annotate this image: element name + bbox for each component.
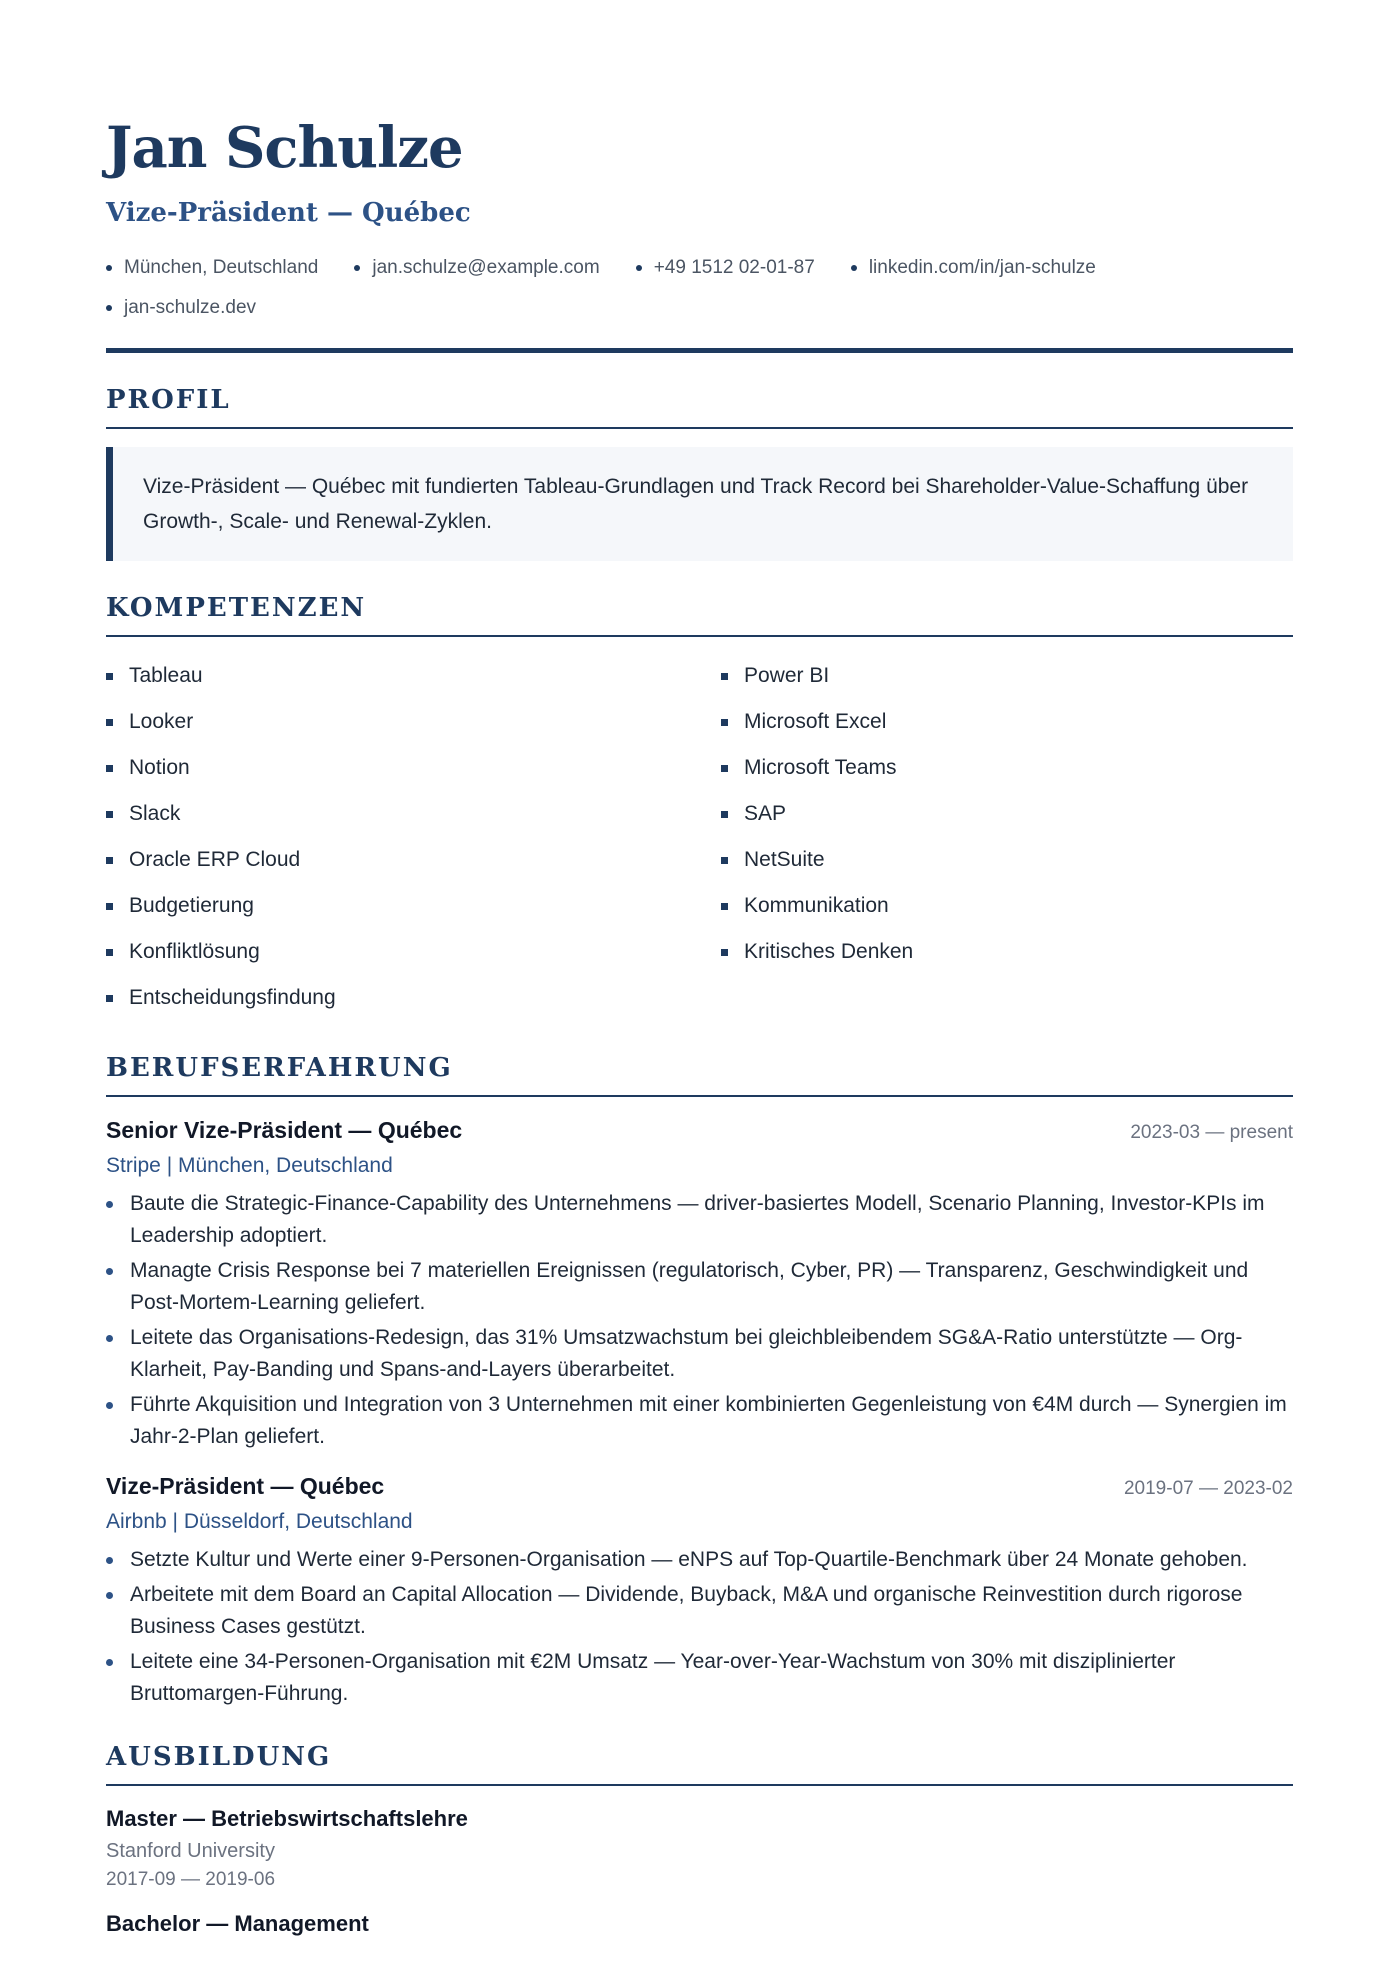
job-bullet: Baute die Strategic-Finance-Capability des Unternehmens — driver-basiertes Modell, Scenario Planning, Investor-KPIs im Leadership adoptiert. [106, 1188, 1293, 1252]
job-entry [106, 1473, 1293, 1710]
candidate-name: Jan Schulze [106, 115, 463, 181]
bullet-dot [106, 1659, 113, 1666]
contact-location: München, Deutschland [106, 248, 318, 288]
section-title-skills: KOMPETENZEN [106, 593, 1293, 637]
job-title: Senior Vize-Präsident — Québec [106, 1117, 463, 1143]
skill-item: Konfliktlösung [106, 929, 721, 975]
bullet-dot [354, 265, 360, 271]
skill-item: Entscheidungsfindung [106, 975, 721, 1021]
skill-item: SAP [721, 791, 1293, 837]
job-bullet: Managte Crisis Response bei 7 materiellen Ereignissen (regulatorisch, Cyber, PR) — Transparenz, Geschwindigkeit und Post-Mortem-Learning geliefert. [106, 1255, 1293, 1319]
skill-item: Looker [106, 699, 721, 745]
job-date: 2023-03 — present [1130, 1122, 1293, 1143]
square-bullet-icon [106, 949, 113, 956]
header-divider [106, 348, 1293, 353]
job-bullets [106, 1188, 1293, 1453]
square-bullet-icon [721, 811, 728, 818]
skill-item: Notion [106, 745, 721, 791]
education-date: 2017-09 — 2019-06 [106, 1869, 276, 1890]
skill-item: NetSuite [721, 837, 1293, 883]
bullet-dot [106, 1268, 113, 1275]
job-company: Stripe | München, Deutschland [106, 1154, 393, 1177]
square-bullet-icon [106, 673, 113, 680]
job-bullets [106, 1544, 1293, 1710]
square-bullet-icon [721, 719, 728, 726]
bullet-dot [106, 1592, 113, 1599]
section-title-education: AUSBILDUNG [106, 1742, 1293, 1786]
square-bullet-icon [721, 857, 728, 864]
bullet-dot [106, 305, 112, 311]
education-degree: Master — Betriebswirtschaftslehre [106, 1806, 468, 1831]
skill-item: Budgetierung [106, 883, 721, 929]
job-bullet: Leitete das Organisations-Redesign, das 31% Umsatzwachstum bei gleichbleibendem SG&A-Ratio unterstützte — Org-Klarheit, Pay-Banding und Spans-and-Layers überarbeitet. [106, 1322, 1293, 1386]
bullet-dot [106, 265, 112, 271]
square-bullet-icon [106, 765, 113, 772]
skill-item: Kritisches Denken [721, 929, 1293, 975]
skill-item: Microsoft Teams [721, 745, 1293, 791]
bullet-dot [851, 265, 857, 271]
square-bullet-icon [106, 903, 113, 910]
section-title-profile: PROFIL [106, 385, 1293, 429]
square-bullet-icon [106, 719, 113, 726]
contact-linkedin[interactable]: linkedin.com/in/jan-schulze [851, 248, 1096, 288]
bullet-dot [106, 1402, 113, 1409]
profile-summary: Vize-Präsident — Québec mit fundierten Tableau-Grundlagen und Track Record bei Shareholder-Value-Schaffung über Growth-, Scale- und Renewal-Zyklen. [106, 447, 1293, 561]
bullet-dot [106, 1201, 113, 1208]
skill-item: Tableau [106, 653, 721, 699]
bullet-dot [106, 1557, 113, 1564]
contact-email[interactable]: jan.schulze@example.com [354, 248, 599, 288]
skill-item: Slack [106, 791, 721, 837]
job-company: Airbnb | Düsseldorf, Deutschland [106, 1510, 413, 1533]
square-bullet-icon [106, 857, 113, 864]
job-entry [106, 1117, 1293, 1453]
resume-page [106, 115, 1293, 1937]
square-bullet-icon [721, 903, 728, 910]
job-header [106, 1117, 1293, 1144]
skill-item: Oracle ERP Cloud [106, 837, 721, 883]
job-bullet: Führte Akquisition und Integration von 3 Unternehmen mit einer kombinierten Gegenleistung von €4M durch — Synergien im Jahr-2-Plan geliefert. [106, 1389, 1293, 1453]
education-entry [106, 1911, 1293, 1937]
square-bullet-icon [721, 949, 728, 956]
skills-grid [106, 653, 1293, 1021]
skill-item: Power BI [721, 653, 1293, 699]
contact-list [106, 248, 1293, 328]
education-school: Stanford University [106, 1840, 275, 1862]
job-header [106, 1473, 1293, 1500]
skill-item: Microsoft Excel [721, 699, 1293, 745]
skill-item: Kommunikation [721, 883, 1293, 929]
bullet-dot [106, 1335, 113, 1342]
square-bullet-icon [721, 673, 728, 680]
job-bullet: Leitete eine 34-Personen-Organisation mit €2M Umsatz — Year-over-Year-Wachstum von 30% mit disziplinierter Bruttomargen-Führung. [106, 1646, 1293, 1710]
bullet-dot [636, 265, 642, 271]
job-title: Vize-Präsident — Québec [106, 1473, 385, 1499]
job-bullet: Setzte Kultur und Werte einer 9-Personen-Organisation — eNPS auf Top-Quartile-Benchmark über 24 Monate gehoben. [106, 1544, 1293, 1576]
education-entry [106, 1806, 1293, 1891]
square-bullet-icon [106, 811, 113, 818]
job-bullet: Arbeitete mit dem Board an Capital Allocation — Dividende, Buyback, M&A und organische Reinvestition durch rigorose Business Cases gestützt. [106, 1579, 1293, 1643]
education-degree: Bachelor — Management [106, 1911, 369, 1936]
section-title-experience: BERUFSERFAHRUNG [106, 1053, 1293, 1097]
contact-phone[interactable]: +49 1512 02-01-87 [636, 248, 815, 288]
square-bullet-icon [721, 765, 728, 772]
contact-website[interactable]: jan-schulze.dev [106, 288, 256, 328]
candidate-headline: Vize-Präsident — Québec [106, 198, 471, 228]
square-bullet-icon [106, 995, 113, 1002]
job-date: 2019-07 — 2023-02 [1123, 1478, 1293, 1499]
